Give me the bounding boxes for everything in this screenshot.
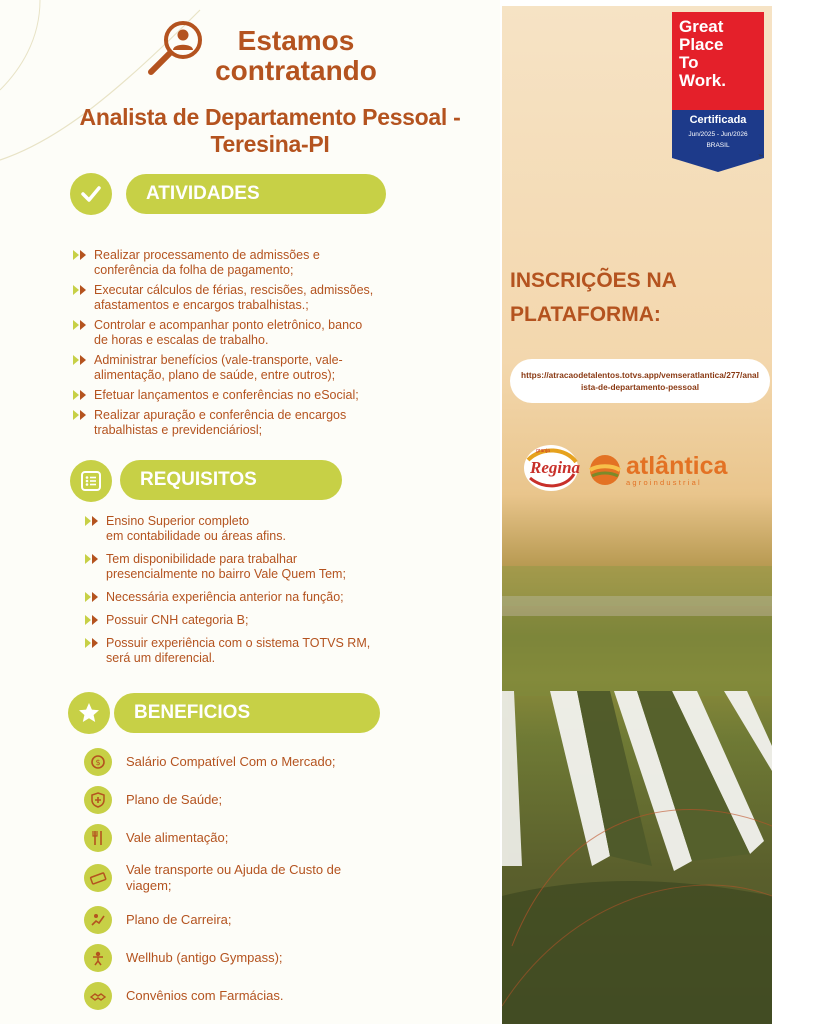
- activity-item: [72, 318, 432, 348]
- activity-item-line: Administrar benefícios (vale-transporte, vale-: [94, 353, 343, 367]
- regina-logo-small-text: granja: [536, 448, 550, 454]
- double-arrow-icon: [84, 637, 102, 649]
- signup-url-box[interactable]: [510, 359, 770, 403]
- benefit-text-line: Salário Compatível Com o Mercado;: [126, 754, 336, 769]
- activities-list: [72, 248, 432, 443]
- great-place-to-work-badge: [672, 12, 764, 172]
- benefit-text: [126, 754, 336, 770]
- signup-url-link[interactable]: https://atracaodetalentos.totvs.app/vemseratlantica/277/analista-de-departamento-pessoal: [521, 370, 759, 392]
- gptw-line1: Great: [679, 17, 724, 36]
- atlantica-logo: [588, 450, 727, 490]
- double-arrow-icon: [72, 389, 90, 401]
- atlantica-logo-text: atlântica: [626, 451, 728, 480]
- benefit-item: [84, 748, 414, 776]
- benefit-text-line: Wellhub (antigo Gympass);: [126, 950, 283, 965]
- activity-item-line: afastamentos e encargos trabalhistas.;: [94, 298, 309, 312]
- benefit-text: [126, 912, 232, 928]
- benefit-text-line: Vale transporte ou Ajuda de Custo de: [126, 862, 342, 877]
- activities-title: ATIVIDADES: [126, 174, 386, 214]
- signup-title-line1: INSCRIÇÕES NA: [510, 269, 677, 292]
- atlantica-logo-subtext: agroindustrial: [626, 477, 702, 487]
- right-panel: [502, 6, 772, 1024]
- double-arrow-icon: [84, 614, 102, 626]
- requirement-item: [84, 636, 444, 666]
- gptw-line3: To: [679, 53, 699, 72]
- requirement-item: [84, 613, 444, 628]
- benefits-title: BENEFICIOS: [114, 693, 380, 733]
- requirements-list: [84, 514, 444, 674]
- requirement-item: [84, 514, 444, 544]
- hiring-title-line1: Estamos: [237, 25, 355, 56]
- activity-item: [72, 408, 432, 438]
- requirement-item-line: será um diferencial.: [106, 651, 216, 665]
- requirement-item-line: Ensino Superior completo: [106, 514, 250, 528]
- signup-title: [510, 264, 760, 332]
- hiring-title-line2: contratando: [215, 55, 377, 86]
- activity-item-line: Realizar apuração e conferência de encargos: [94, 408, 347, 422]
- benefit-text-line: Convênios com Farmácias.: [126, 988, 284, 1003]
- activity-item-line: conferência da folha de pagamento;: [94, 263, 294, 277]
- gptw-certified: Certificada: [689, 114, 747, 126]
- cutlery-icon: [84, 824, 112, 852]
- requirements-title: REQUISITOS: [120, 460, 342, 500]
- health-shield-icon: [84, 786, 112, 814]
- benefit-item: [84, 906, 414, 934]
- granja-regina-logo: [522, 442, 580, 494]
- job-title-line2: Teresina-PI: [210, 131, 330, 157]
- double-arrow-icon: [72, 409, 90, 421]
- benefit-item: [84, 786, 414, 814]
- regina-logo-text: Regina: [530, 458, 581, 477]
- benefit-text-line: viagem;: [126, 878, 172, 893]
- double-arrow-icon: [84, 553, 102, 565]
- benefit-text: [126, 830, 228, 846]
- activity-item-line: Realizar processamento de admissões e: [94, 248, 320, 262]
- requirement-item-line: Necessária experiência anterior na função;: [106, 590, 344, 604]
- activity-item-line: alimentação, plano de saúde, entre outros);: [94, 368, 336, 382]
- gptw-country: BRASIL: [706, 142, 730, 149]
- benefit-item: [84, 862, 414, 894]
- checkmark-icon: [70, 173, 112, 215]
- requirement-item-line: Tem disponibilidade para trabalhar: [106, 552, 298, 566]
- activity-item-line: Controlar e acompanhar ponto eletrônico, banco: [94, 318, 363, 332]
- career-icon: [84, 906, 112, 934]
- benefit-text: [126, 862, 341, 894]
- ticket-icon: [84, 864, 112, 892]
- gptw-line2: Place: [679, 35, 724, 54]
- signup-title-line2: PLATAFORMA:: [510, 303, 661, 326]
- activity-item-line: Efetuar lançamentos e conferências no eSocial;: [94, 388, 359, 402]
- benefit-text: [126, 792, 222, 808]
- atlantica-logo-icon: [588, 453, 622, 487]
- double-arrow-icon: [84, 591, 102, 603]
- list-icon: [70, 460, 112, 502]
- activity-item-line: de horas e escalas de trabalho.: [94, 333, 269, 347]
- requirement-item-line: Possuir CNH categoria B;: [106, 613, 249, 627]
- gptw-period: Jun/2025 - Jun/2026: [688, 131, 748, 138]
- double-arrow-icon: [72, 284, 90, 296]
- benefit-item: [84, 944, 414, 972]
- requirement-item-line: presencialmente no bairro Vale Quem Tem;: [106, 567, 346, 581]
- hiring-title: [196, 26, 396, 86]
- activity-item-line: trabalhistas e previdenciáriosl;: [94, 423, 263, 437]
- job-title-line1: Analista de Departamento Pessoal -: [79, 104, 461, 130]
- activity-item-line: Executar cálculos de férias, rescisões, admissões,: [94, 283, 374, 297]
- requirement-item-line: em contabilidade ou áreas afins.: [106, 529, 286, 543]
- requirement-item: [84, 552, 444, 582]
- job-title: [40, 104, 500, 158]
- gptw-badge-tip: [672, 158, 764, 172]
- benefit-text-line: Plano de Carreira;: [126, 912, 232, 927]
- handshake-icon: [84, 982, 112, 1010]
- benefit-item: [84, 982, 414, 1010]
- requirement-item: [84, 590, 444, 605]
- benefit-text-line: Plano de Saúde;: [126, 792, 223, 807]
- benefit-text: [126, 950, 283, 966]
- benefit-text: [126, 988, 284, 1004]
- double-arrow-icon: [72, 319, 90, 331]
- requirement-item-line: Possuir experiência com o sistema TOTVS RM,: [106, 636, 371, 650]
- gptw-line4: Work.: [679, 71, 726, 90]
- activity-item: [72, 388, 432, 403]
- double-arrow-icon: [84, 515, 102, 527]
- svg-text:$: $: [95, 758, 101, 767]
- benefit-text-line: Vale alimentação;: [126, 830, 229, 845]
- benefit-item: [84, 824, 414, 852]
- fitness-icon: [84, 944, 112, 972]
- double-arrow-icon: [72, 249, 90, 261]
- star-icon: [68, 692, 110, 734]
- activity-item: [72, 353, 432, 383]
- activity-item: [72, 248, 432, 278]
- activity-item: [72, 283, 432, 313]
- money-icon: [84, 748, 112, 776]
- double-arrow-icon: [72, 354, 90, 366]
- gptw-trademark: ™: [758, 154, 763, 160]
- farm-aerial-image: [502, 566, 772, 1024]
